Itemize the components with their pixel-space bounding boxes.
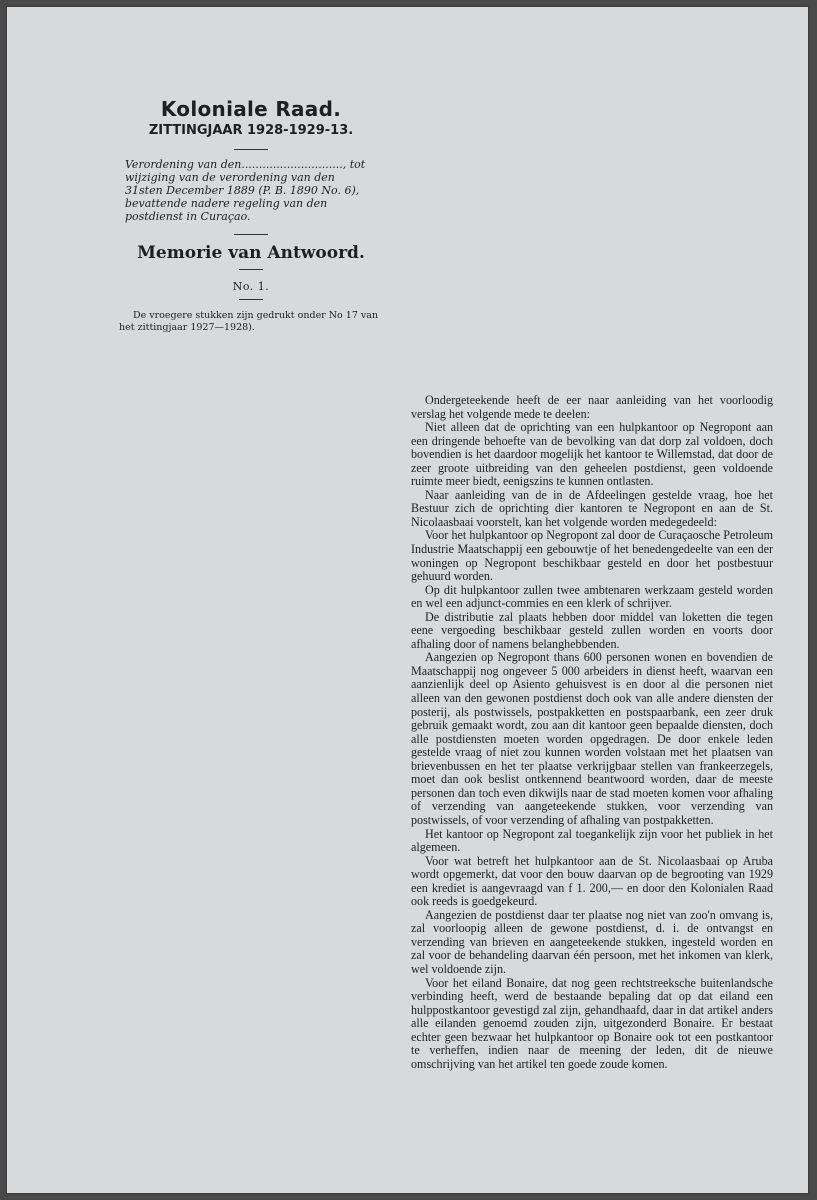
body-paragraph: Voor wat betreft het hulpkantoor aan de St. Nicolaasbaai op Aruba wordt opgemerkt, dat voor den bouw daarvan op de begrooting van 1929 een krediet is aangevraagd van f 1. 200,— en door den Kolonialen Raad ook reeds is goedgekeurd. <box>411 853 773 909</box>
body-paragraph: Ondergeteekende heeft de eer naar aanleiding van het voorloodig verslag het volgende mede te deelen: <box>411 393 773 421</box>
body-paragraph: Niet alleen dat de oprichting van een hulpkantoor op Negropont aan een dringende behoefte van de bevolking van dat dorp zal voldoen, doch bovendien is het daardoor mogelijk het kantoor te Willemstad, dat door de zeer groote uitbreiding van den geheelen postdienst, geen voldoende ruimte meer biedt, eenigszins te kunnen ontlasten. <box>411 420 773 489</box>
body-paragraph: Voor het hulpkantoor op Negropont zal door de Curaçaosche Petroleum Industrie Maatschappij een gebouwtje of het benedengedeelte van een der woningen op Negropont beschikbaar gesteld en door het postbestuur gehuurd worden. <box>411 528 773 584</box>
body-paragraph: Voor het eiland Bonaire, dat nog geen rechtstreeksche buitenlandsche verbinding heeft, werd de bestaande bepaling dat op dat eiland een hulppostkantoor gevestigd zal zijn, gehandhaafd, daar in dat artikel anders alle eilanden genoemd zouden zijn, uitgezonderd Bonaire. Er bestaat echter geen bezwaar het hulpkantoor op Bonaire ook tot een postkantoor te verheffen, indien naar de meening der leden, dit de nieuwe omschrijving van het artikel ten goede zoude komen. <box>411 975 773 1071</box>
body-paragraph: De distributie zal plaats hebben door middel van loketten die tegen eene vergoeding beschikbaar gesteld zullen worden en voorts door afhaling door of namens belanghebbenden. <box>411 609 773 651</box>
document-page <box>7 7 808 1193</box>
divider <box>234 234 268 235</box>
reference-note: De vroegere stukken zijn gedrukt onder No 17 van het zittingjaar 1927—1928). <box>119 310 379 333</box>
ordinance-description: Verordening van den............................., tot wijziging van de verordening van den 31sten December 1889 (P. B. 1890 No. 6), bevattende nadere regeling van den postdienst in Curaçao. <box>125 158 366 223</box>
document-number: No. 1. <box>232 280 270 293</box>
divider <box>239 269 263 270</box>
document-header <box>119 97 383 334</box>
session-year: ZITTINGJAAR 1928-1929-13. <box>148 123 354 138</box>
divider <box>234 149 268 150</box>
body-paragraph: Op dit hulpkantoor zullen twee ambtenaren werkzaam gesteld worden en wel een adjunct-commies en een klerk of schrijver. <box>411 582 773 611</box>
body-paragraph: Het kantoor op Negropont zal toegankelijk zijn voor het publiek in het algemeen. <box>411 826 773 855</box>
document-subtitle: Memorie van Antwoord. <box>137 243 365 263</box>
divider <box>239 299 263 300</box>
body-paragraph: Aangezien op Negropont thans 600 personen wonen en bovendien de Maatschappij nog ongeveer 5 000 arbeiders in dienst heeft, waarvan een aanzienlijk deel op Asiento gehuisvest is en door al die personen niet alleen van den gewonen postdienst doch ook van alle andere diensten der posterij, als postwissels, postpakketten en postspaarbank, een zeer druk gebruik gemaakt wordt, zou aan dit kantoor geen bepaalde diensten, doch alle postdiensten moeten worden opgedragen. De door enkele leden gestelde vraag of niet zou kunnen worden volstaan met het plaatsen van brievenbussen en het ter plaatse verkrijgbaar stellen van frankeerzegels, moet dan ook beslist ontkennend beantwoord worden, daar de meeste personen dan toch even dikwijls naar de stad moeten komen voor afhaling of verzending van aangeteekende stukken, voor verzending van postwissels, of voor verzending of afhaling van postpakketten. <box>411 650 773 827</box>
body-paragraph: Aangezien de postdienst daar ter plaatse nog niet van zoo'n omvang is, zal voorloopig alleen de gewone postdienst, d. i. de ontvangst en verzending van brieven en aangeteekende stukken, ingesteld worden en zal voor de behandeling daarvan één persoon, met het inkomen van klerk, wel voldoende zijn. <box>411 907 773 976</box>
council-title: Koloniale Raad. <box>160 97 342 121</box>
body-paragraph: Naar aanleiding van de in de Afdeelingen gestelde vraag, hoe het Bestuur zich de oprichting dier kantoren te Negropont en aan de St. Nicolaasbaai voorstelt, kan het volgende worden medegedeeld: <box>411 487 773 529</box>
body-text <box>411 394 773 1071</box>
